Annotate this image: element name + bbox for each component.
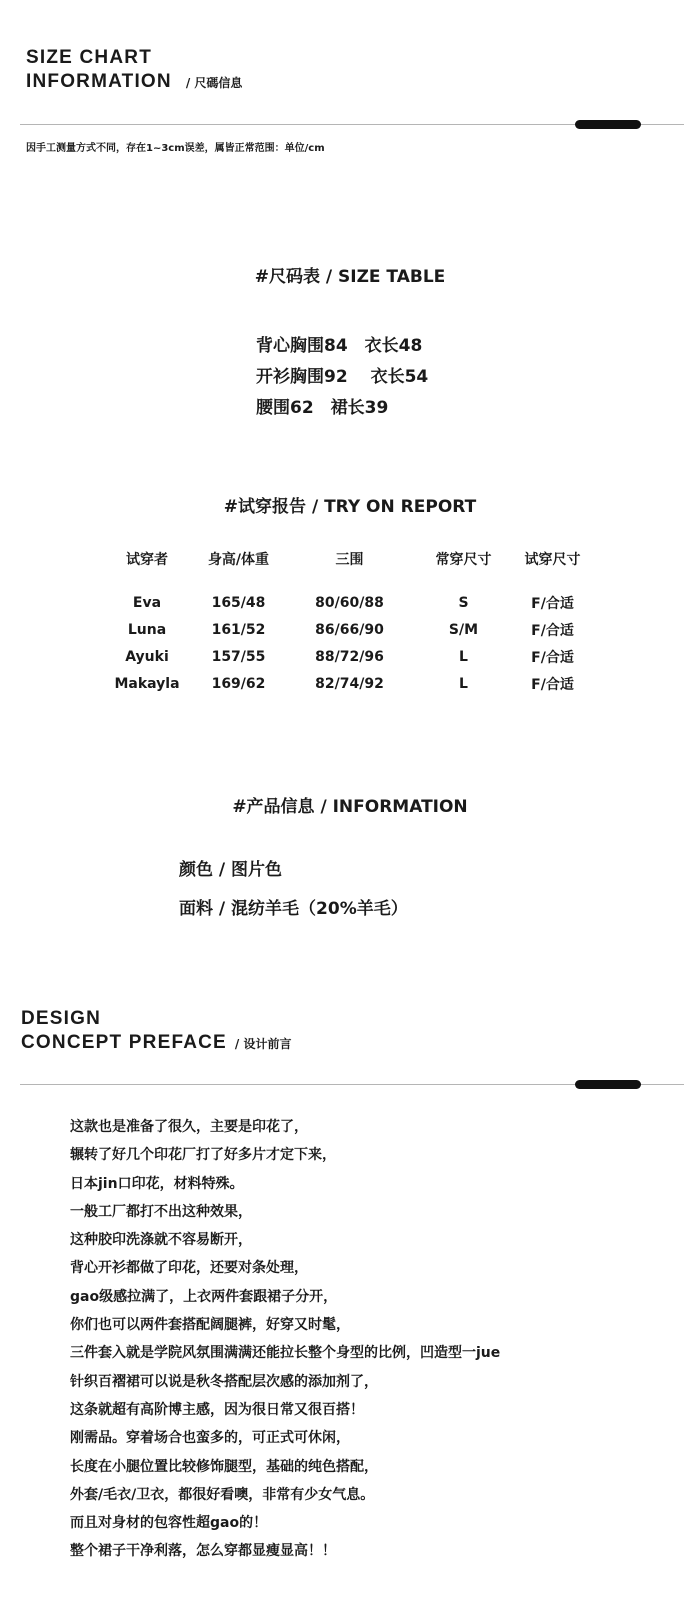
table-cell: 161/52 [211,621,266,638]
preface-text [70,1113,500,1566]
try-on-header-row [97,549,597,575]
try-on-title: #试穿报告 / TRY ON REPORT [223,497,477,517]
header-divider-accent [575,120,641,129]
preface-line: 辗转了好几个印花厂打了好多片才定下来， [70,1147,336,1164]
measurement-note: 因手工测量方式不同，存在1~3cm误差，属皆正常范围：单位/cm [26,143,325,154]
table-cell: S/M [448,621,479,638]
table-row [97,643,597,670]
table-cell: Eva [132,594,162,611]
preface-line: 背心开衫都做了印花，还要对条处理， [70,1260,308,1277]
size-chart-title: SIZE CHART [26,47,152,68]
product-color: 颜色 / 图片色 [179,860,283,880]
preface-line: 刚需品。穿着场合也蛮多的，可正式可休闲， [70,1430,350,1447]
table-cell: 169/62 [211,675,266,692]
table-row [97,616,597,643]
preface-line: 这种胶印洗涤就不容易断开， [70,1232,252,1249]
preface-line: gao级感拉满了，上衣两件套跟裙子分开， [70,1288,338,1305]
column-header: 试穿者 [126,552,168,568]
size-table-title: #尺码表 / SIZE TABLE [254,267,446,287]
preface-line: 这款也是准备了很久，主要是印花了， [70,1119,308,1135]
table-cell: L [459,675,468,692]
table-cell: F/合适 [531,595,574,612]
column-header: 三围 [335,552,364,568]
preface-line: 而且对身材的包容性超gao的！ [70,1515,268,1532]
size-info-subtitle: / 尺碼信息 [185,76,243,90]
concept-preface-title: CONCEPT PREFACE [21,1032,227,1053]
preface-line: 三件套入就是学院风氛围满满还能拉长整个身型的比例，凹造型一jue [70,1345,501,1362]
table-cell: F/合适 [531,622,574,639]
table-cell: S [458,594,469,611]
preface-line: 你们也可以两件套搭配阔腿裤，好穿又时髦， [70,1317,350,1334]
table-cell: 88/72/96 [315,648,384,665]
table-spacer [97,575,597,589]
table-cell: 157/55 [211,648,266,665]
column-header: 试穿尺寸 [524,552,581,568]
try-on-table [97,549,597,697]
concept-preface-row [21,1031,291,1055]
table-cell: 86/66/90 [315,621,384,638]
table-cell: F/合适 [531,676,574,693]
preface-line: 这条就超有高阶博主感，因为很日常又很百搭！ [70,1401,364,1418]
table-cell: Ayuki [125,648,169,665]
preface-line: 长度在小腿位置比较修饰腿型，基础的纯色搭配， [70,1458,378,1475]
table-cell: 80/60/88 [315,594,384,611]
preface-line: 针织百褶裙可以说是秋冬搭配层次感的添加剂了， [70,1373,378,1390]
table-cell: L [459,648,468,665]
preface-line: 外套/毛衣/卫衣，都很好看噢，非常有少女气息。 [70,1486,375,1503]
table-cell: 82/74/92 [315,675,384,692]
table-row [97,589,597,616]
design-subtitle: / 设计前言 [234,1037,292,1051]
table-cell: Luna [127,621,167,638]
information-title: INFORMATION [26,71,172,92]
design-divider-accent [575,1080,641,1089]
table-row [97,670,597,697]
information-title-row [26,70,242,94]
preface-line: 整个裙子干净利落，怎么穿都显瘦显高！！ [70,1543,336,1560]
size-line-vest: 背心胸围84 衣长48 [256,336,423,356]
product-fabric: 面料 / 混纺羊毛（20%羊毛） [179,899,408,919]
column-header: 常穿尺寸 [435,552,492,568]
table-cell: 165/48 [211,594,266,611]
table-cell: F/合适 [531,649,574,666]
table-cell: Makayla [114,675,180,692]
preface-line: 日本jin口印花，材料特殊。 [70,1175,244,1192]
design-title: DESIGN [21,1008,102,1029]
product-info-title: #产品信息 / INFORMATION [232,797,468,817]
size-line-skirt: 腰围62 裙长39 [256,398,389,418]
preface-line: 一般工厂都打不出这种效果， [70,1203,252,1220]
size-line-cardigan: 开衫胸围92 衣长54 [256,367,429,387]
column-header: 身高/体重 [207,552,270,568]
